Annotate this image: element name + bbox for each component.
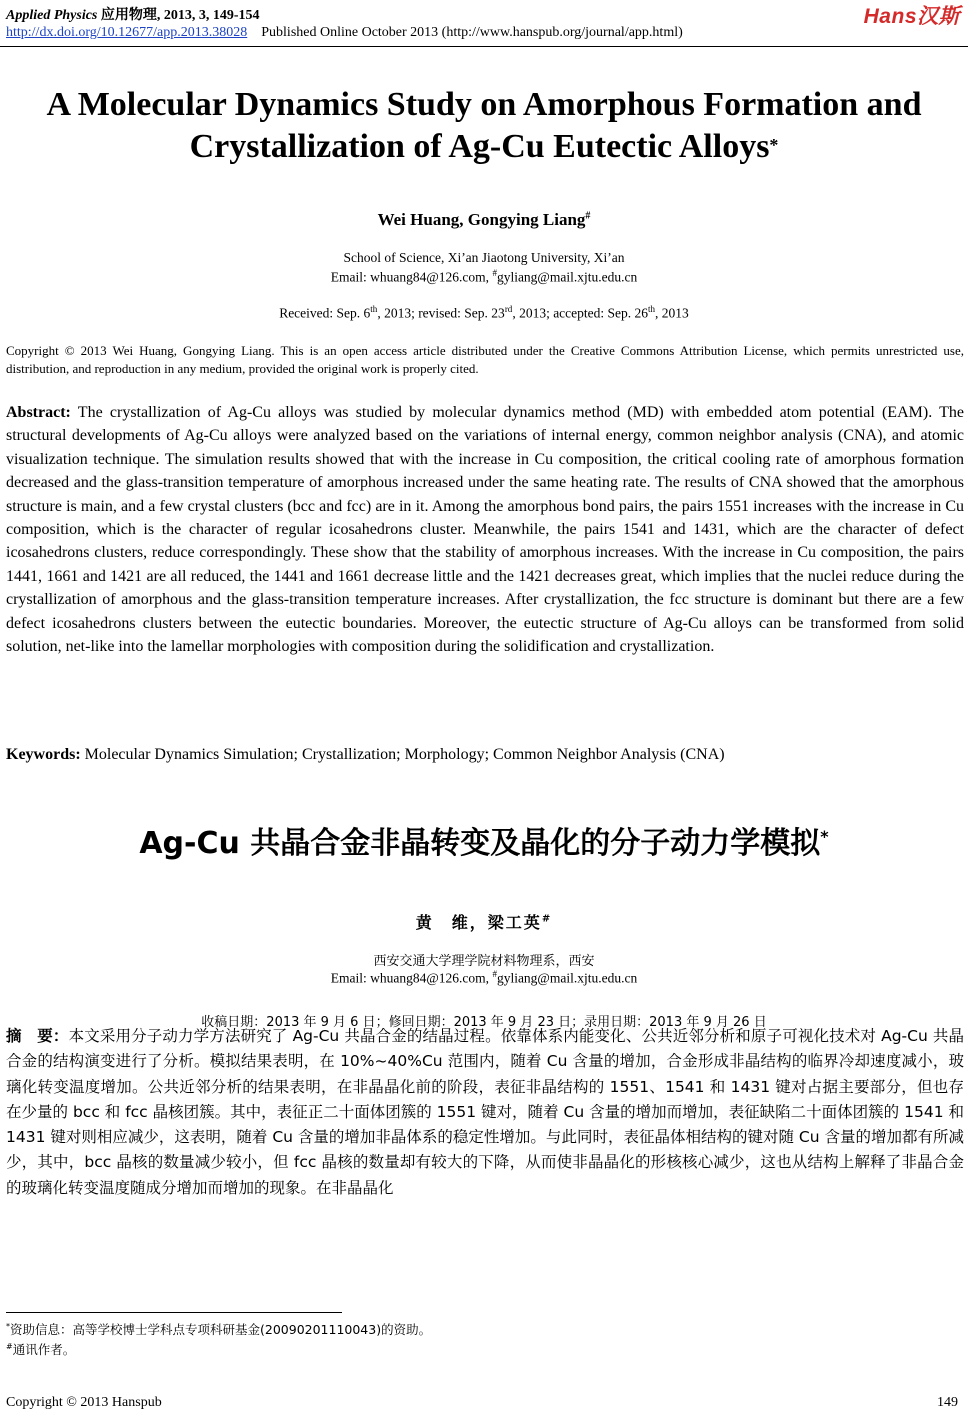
email-cn bbox=[0, 969, 968, 987]
title-line-1: A Molecular Dynamics Study on Amorphous Formation and bbox=[46, 86, 922, 123]
journal-header bbox=[6, 4, 260, 24]
received-sup: th bbox=[370, 304, 378, 314]
journal-volume: , 2013, 3, 149-154 bbox=[156, 8, 260, 23]
paper-title-en bbox=[0, 84, 968, 168]
title-footnote-mark: * bbox=[769, 135, 779, 155]
abstract-cn bbox=[6, 1024, 964, 1201]
corresponding-mark-cn: # bbox=[541, 913, 553, 925]
accepted-year: , 2013 bbox=[655, 305, 689, 321]
footer-copyright: Copyright © 2013 Hanspub bbox=[6, 1395, 162, 1410]
keywords-en bbox=[6, 746, 964, 764]
footnote-2-mark: # bbox=[6, 1341, 13, 1351]
author-names-cn: 黄 维，梁工英 bbox=[415, 913, 542, 932]
accepted-date: , 2013; accepted: Sep. 26 bbox=[512, 305, 649, 321]
received-date: Received: Sep. 6 bbox=[279, 305, 371, 321]
footnote-1-mark: * bbox=[6, 1321, 10, 1331]
title-cn-text: Ag-Cu 共晶合金非晶转变及晶化的分子动力学模拟 bbox=[139, 826, 821, 861]
header-divider bbox=[0, 46, 968, 47]
footnote-corresponding bbox=[6, 1340, 75, 1358]
authors-en bbox=[0, 210, 968, 230]
abstract-en bbox=[6, 401, 964, 658]
dates-en bbox=[0, 304, 968, 322]
journal-name-cn: 应用物理 bbox=[100, 8, 157, 23]
email-second: gyliang@mail.xjtu.edu.cn bbox=[496, 269, 638, 285]
email-en bbox=[0, 268, 968, 286]
revised-date: , 2013; revised: Sep. 23 bbox=[377, 305, 505, 321]
publisher-logo: Hans汉斯 bbox=[863, 5, 960, 28]
abstract-cn-label: 摘 要： bbox=[6, 1027, 69, 1045]
journal-name: Applied Physics bbox=[6, 8, 98, 23]
affiliation-en: School of Science, Xi’an Jiaotong University, Xi’an bbox=[343, 250, 625, 265]
header-doi-line bbox=[6, 25, 683, 41]
copyright-notice: Copyright © 2013 Wei Huang, Gongying Liang. This is an open access article distributed under the Creative Commons Attribution License, which permits unrestricted use, distribution, and reproduction in any medium, provided the original work is properly cited. bbox=[6, 343, 964, 376]
footnote-divider bbox=[6, 1312, 342, 1313]
abstract-cn-text: 本文采用分子动力学方法研究了 Ag-Cu 共晶合金的结晶过程。依靠体系内能变化、公共近邻分析和原子可视化技术对 Ag-Cu 共晶合金的结构演变进行了分析。模拟结果表明，在 10%~40%Cu 范围内，随着 Cu 含量的增加，合金形成非晶结构的临界冷却速度减小，玻璃化转变温度增加。公共近邻分析的结果表明，在非晶晶化前的阶段，表征非晶结构的 1551、1541 和 1431 键对占据主要部分，但也存在少量的 bcc 和 fcc 晶核团簇。其中，表征正二十面体团簇的 1551 键对，随着 Cu 含量的增加而增加，表征缺陷二十面体团簇的 1541 和 1431 键对则相应减少，这表明，随着 Cu 含量的增加非晶体系的稳定性增加。与此同时，表征晶体相结构的键对随 Cu 含量的增加都有所减少，其中，bcc 晶核的数量减少较小，但 fcc 晶核的数量却有较大的下降，从而使非晶晶化的形核核心减少，这也从结构上解释了非晶合金的玻璃化转变温度随成分增加而增加的现象。在非晶晶化 bbox=[6, 1027, 964, 1197]
abstract-text: The crystallization of Ag-Cu alloys was studied by molecular dynamics method (MD) with embedded atom potential (EAM). The structural developments of Ag-Cu alloys were analyzed based on the variations of internal energy, common neighbor analysis (CNA), and atomic visualization technique. The simulation results showed that with the increase in Cu composition, the critical cooling rate of amorphous formation decreased and the glass-transition temperature of amorphous increased under the same heating rate. The results of CNA showed that the amorphous structure is main, and a few crystal clusters (bcc and fcc) are in it. Among the amorphous bond pairs, the pairs 1551 increases with the increase in Cu composition, which is the character of regular icosahedrons cluster. Meanwhile, the pairs 1541 and 1431, which are the character of defect icosahedrons clusters, reduce correspondingly. These show that the stability of amorphous increases. With the increase in Cu composition, the pairs 1441, 1661 and 1421 are all reduced, the 1441 and 1661 decrease little and the 1421 decreases great, which implies that the nuclei reduce during the crystallization of amorphous and the glass-transition temperature increases. After crystallization, the fcc structure is dominant but there are a few defect icosahedrons clusters between the eutectic boundaries. Moreover, the eutectic structure of Ag-Cu alloys can be transformed from solid solution, net-like into the lamellar morphologies with composition during the solidification and crystallization. bbox=[6, 404, 964, 656]
email-mark: # bbox=[492, 268, 497, 278]
abstract-label: Abstract: bbox=[6, 404, 71, 421]
footnote-1-text: 资助信息：高等学校博士学科点专项科研基金(20090201110043)的资助。 bbox=[10, 1322, 432, 1337]
email-cn-second: gyliang@mail.xjtu.edu.cn bbox=[496, 970, 638, 986]
email-cn-prefix: Email: whuang84@126.com, bbox=[330, 970, 493, 986]
accepted-sup: th bbox=[648, 304, 656, 314]
authors-cn bbox=[0, 910, 968, 933]
title-line-2: Crystallization of Ag-Cu Eutectic Alloys bbox=[189, 128, 770, 165]
corresponding-mark: # bbox=[585, 210, 591, 222]
keywords-label: Keywords: bbox=[6, 746, 81, 763]
doi-link[interactable]: http://dx.doi.org/10.12677/app.2013.38028 bbox=[6, 25, 248, 40]
paper-title-cn bbox=[0, 818, 968, 862]
author-names-en: Wei Huang, Gongying Liang bbox=[377, 210, 586, 229]
affiliation-cn: 西安交通大学理学院材料物理系，西安 bbox=[373, 954, 595, 969]
email-prefix: Email: whuang84@126.com, bbox=[330, 269, 493, 285]
title-cn-mark: * bbox=[820, 827, 829, 846]
keywords-text: Molecular Dynamics Simulation; Crystallization; Morphology; Common Neighbor Analysis (CNA) bbox=[80, 746, 725, 763]
email-cn-mark: # bbox=[492, 969, 497, 979]
footnote-2-text: 通讯作者。 bbox=[12, 1342, 76, 1357]
revised-sup: rd bbox=[504, 304, 513, 314]
published-note: Published Online October 2013 (http://www.hanspub.org/journal/app.html) bbox=[261, 25, 683, 40]
page-number: 149 bbox=[937, 1395, 958, 1410]
footnote-funding bbox=[6, 1320, 431, 1338]
dates-cn: 收稿日期：2013 年 9 月 6 日；修回日期：2013 年 9 月 23 日；录用日期：2013 年 9 月 26 日 bbox=[201, 1015, 767, 1030]
